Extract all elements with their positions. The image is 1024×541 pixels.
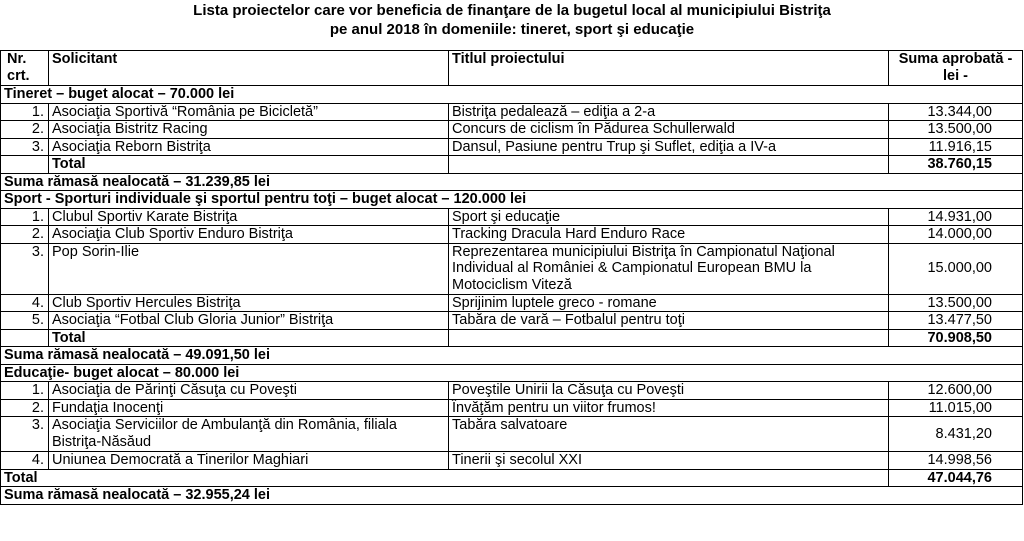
- row-titlu: Concurs de ciclism în Pădurea Schullerwald: [449, 121, 889, 139]
- row-suma: 8.431,20: [889, 417, 1023, 452]
- row-titlu: Bistriţa pedalează – ediţia a 2-a: [449, 103, 889, 121]
- row-solicitant: Asociaţia Bistritz Racing: [49, 121, 449, 139]
- header-suma: Suma aprobată - lei -: [889, 51, 1023, 86]
- row-solicitant: Asociaţia “Fotbal Club Gloria Junior” Bistriţa: [49, 312, 449, 330]
- row-suma: 14.931,00: [889, 208, 1023, 226]
- row-nr: 2.: [1, 226, 49, 244]
- section-heading: Tineret – buget alocat – 70.000 lei: [1, 86, 1023, 104]
- section-heading-row: [1, 86, 1023, 104]
- row-titlu: Tracking Dracula Hard Enduro Race: [449, 226, 889, 244]
- row-solicitant: Asociaţia Club Sportiv Enduro Bistriţa: [49, 226, 449, 244]
- table-row: [1, 312, 1023, 330]
- row-titlu: Învăţăm pentru un viitor frumos!: [449, 399, 889, 417]
- row-suma: 13.500,00: [889, 121, 1023, 139]
- total-value: 47.044,76: [889, 469, 1023, 487]
- table-row: [1, 417, 1023, 452]
- row-nr: 4.: [1, 294, 49, 312]
- total-empty-cell: [449, 329, 889, 347]
- row-solicitant: Asociaţia de Părinţi Căsuţa cu Poveşti: [49, 382, 449, 400]
- row-suma: 12.600,00: [889, 382, 1023, 400]
- row-nr: 2.: [1, 399, 49, 417]
- table-row: [1, 138, 1023, 156]
- row-suma: 14.000,00: [889, 226, 1023, 244]
- total-label: Total: [49, 329, 449, 347]
- row-solicitant: Asociaţia Sportivă “România pe Bicicletă”: [49, 103, 449, 121]
- row-solicitant: Club Sportiv Hercules Bistriţa: [49, 294, 449, 312]
- row-nr: 1.: [1, 208, 49, 226]
- projects-table: [0, 50, 1023, 505]
- row-titlu: Reprezentarea municipiului Bistriţa în Campionatul Naţional Individual al României & Campionatul European BMU la Motociclism Viteză: [449, 243, 889, 294]
- section-heading-row: [1, 191, 1023, 209]
- row-solicitant: Pop Sorin-Ilie: [49, 243, 449, 294]
- row-nr: 3.: [1, 138, 49, 156]
- row-nr: 5.: [1, 312, 49, 330]
- table-row: [1, 208, 1023, 226]
- row-solicitant: Asociaţia Serviciilor de Ambulanţă din România, filiala Bistriţa-Năsăud: [49, 417, 449, 452]
- row-titlu: Tinerii şi secolul XXI: [449, 452, 889, 470]
- row-suma: 11.916,15: [889, 138, 1023, 156]
- header-nr: Nr. crt.: [1, 51, 49, 86]
- total-row: [1, 156, 1023, 174]
- total-row: [1, 469, 1023, 487]
- table-row: [1, 452, 1023, 470]
- row-solicitant: Fundaţia Inocenţi: [49, 399, 449, 417]
- section-heading: Sport - Sporturi individuale şi sportul pentru toţi – buget alocat – 120.000 lei: [1, 191, 1023, 209]
- total-value: 38.760,15: [889, 156, 1023, 174]
- title-line-2: pe anul 2018 în domeniile: tineret, sport şi educaţie: [329, 21, 695, 38]
- row-nr: 1.: [1, 103, 49, 121]
- title-line-1: Lista proiectelor care vor beneficia de finanţare de la bugetul local al municipiului Bistriţa: [193, 2, 831, 19]
- row-suma: 13.477,50: [889, 312, 1023, 330]
- row-nr: 3.: [1, 243, 49, 294]
- row-suma: 13.344,00: [889, 103, 1023, 121]
- remaining-amount: Suma rămasă nealocată – 49.091,50 lei: [1, 347, 1023, 365]
- remaining-row: [1, 347, 1023, 365]
- row-solicitant: Clubul Sportiv Karate Bistriţa: [49, 208, 449, 226]
- table-row: [1, 243, 1023, 294]
- row-titlu: Poveştile Unirii la Căsuţa cu Poveşti: [449, 382, 889, 400]
- row-titlu: Tabăra de vară – Fotbalul pentru toţi: [449, 312, 889, 330]
- remaining-amount: Suma rămasă nealocată – 32.955,24 lei: [1, 487, 1023, 505]
- row-nr: 3.: [1, 417, 49, 452]
- row-suma: 13.500,00: [889, 294, 1023, 312]
- row-titlu: Sprijinim luptele greco - romane: [449, 294, 889, 312]
- row-titlu: Tabăra salvatoare: [449, 417, 889, 452]
- total-empty-cell: [449, 156, 889, 174]
- total-label: Total: [1, 469, 889, 487]
- row-nr: 2.: [1, 121, 49, 139]
- row-suma: 15.000,00: [889, 243, 1023, 294]
- table-row: [1, 121, 1023, 139]
- row-suma: 11.015,00: [889, 399, 1023, 417]
- table-row: [1, 294, 1023, 312]
- total-value: 70.908,50: [889, 329, 1023, 347]
- table-header-row: [1, 51, 1023, 86]
- table-row: [1, 226, 1023, 244]
- remaining-row: [1, 487, 1023, 505]
- remaining-row: [1, 173, 1023, 191]
- table-row: [1, 103, 1023, 121]
- section-heading-row: [1, 364, 1023, 382]
- total-label: Total: [49, 156, 449, 174]
- total-nr-cell: [1, 156, 49, 174]
- total-nr-cell: [1, 329, 49, 347]
- section-heading: Educaţie- buget alocat – 80.000 lei: [1, 364, 1023, 382]
- row-nr: 1.: [1, 382, 49, 400]
- row-titlu: Dansul, Pasiune pentru Trup şi Suflet, ediţia a IV-a: [449, 138, 889, 156]
- row-suma: 14.998,56: [889, 452, 1023, 470]
- header-solicitant: Solicitant: [49, 51, 449, 86]
- remaining-amount: Suma rămasă nealocată – 31.239,85 lei: [1, 173, 1023, 191]
- total-row: [1, 329, 1023, 347]
- row-titlu: Sport şi educaţie: [449, 208, 889, 226]
- document-title: [0, 0, 1024, 43]
- table-row: [1, 399, 1023, 417]
- row-nr: 4.: [1, 452, 49, 470]
- row-solicitant: Uniunea Democrată a Tinerilor Maghiari: [49, 452, 449, 470]
- table-row: [1, 382, 1023, 400]
- row-solicitant: Asociaţia Reborn Bistriţa: [49, 138, 449, 156]
- header-titlu: Titlul proiectului: [449, 51, 889, 86]
